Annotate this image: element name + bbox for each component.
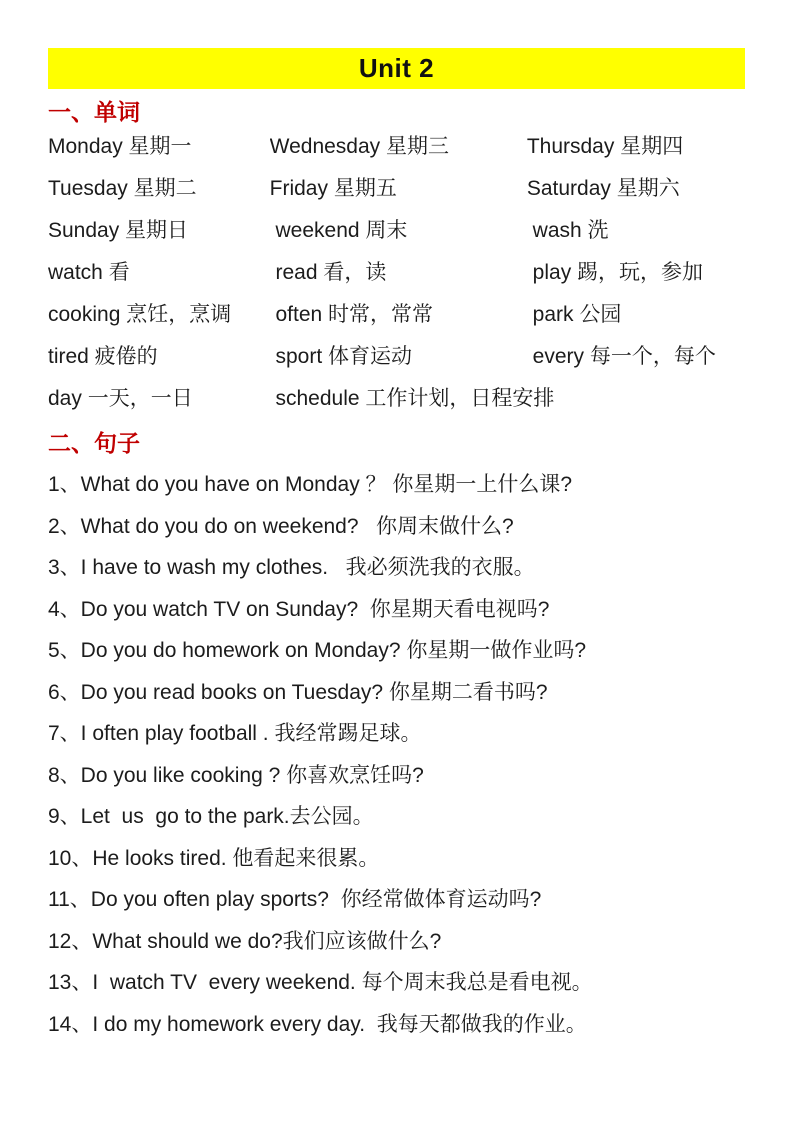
sentence-item: 4、Do you watch TV on Sunday? 你星期天看电视吗? xyxy=(48,597,550,621)
sentence-item: 13、I watch TV every weekend. 每个周末我总是看电视。 xyxy=(48,971,593,994)
vocab-item: cooking 烹饪，烹调 xyxy=(48,303,232,326)
vocab-item: tired 疲倦的 xyxy=(48,345,158,368)
sentences-section-heading: 二、句子 xyxy=(48,430,140,456)
sentence-item: 1、What do you have on Monday ？ 你星期一上什么课? xyxy=(48,473,573,496)
sentence-item: 9、Let us go to the park.去公园。 xyxy=(48,805,374,828)
vocab-item: often 时常，常常 xyxy=(269,303,434,326)
sentence-item: 10、He looks tired. 他看起来很累。 xyxy=(48,846,380,870)
vocab-item: watch 看 xyxy=(48,261,130,284)
sentence-item: 8、Do you like cooking ? 你喜欢烹饪吗? xyxy=(48,763,424,787)
unit-title: Unit 2 xyxy=(358,53,435,83)
sentence-item: 2、What do you do on weekend? 你周末做什么? xyxy=(48,514,514,538)
vocab-item: day 一天，一日 xyxy=(48,387,193,410)
sentence-item: 7、I often play football . 我经常踢足球。 xyxy=(48,722,422,745)
vocab-item: weekend 周末 xyxy=(269,219,408,242)
unit-title-banner xyxy=(48,48,745,89)
vocab-item: wash 洗 xyxy=(526,219,609,242)
vocab-item: Wednesday 星期三 xyxy=(269,135,449,158)
vocab-item: every 每一个，每个 xyxy=(526,345,716,368)
vocab-list xyxy=(48,126,745,420)
words-section-heading: 一、单词 xyxy=(48,99,140,125)
vocab-item: sport 体育运动 xyxy=(269,345,413,368)
vocab-item: Friday 星期五 xyxy=(269,177,397,200)
sentence-item: 14、I do my homework every day. 我每天都做我的作业。 xyxy=(48,1012,587,1036)
vocab-item: play 踢，玩，参加 xyxy=(526,261,704,284)
vocab-item: schedule 工作计划，日程安排 xyxy=(269,387,555,410)
vocab-item: Monday 星期一 xyxy=(48,135,192,158)
sentence-item: 3、I have to wash my clothes. 我必须洗我的衣服。 xyxy=(48,556,535,579)
sentence-item: 6、Do you read books on Tuesday? 你星期二看书吗? xyxy=(48,680,548,704)
vocab-item: Sunday 星期日 xyxy=(48,219,189,242)
vocab-item: Tuesday 星期二 xyxy=(48,177,197,200)
vocab-item: Thursday 星期四 xyxy=(526,135,684,158)
sentence-item: 5、Do you do homework on Monday? 你星期一做作业吗? xyxy=(48,639,587,662)
vocab-item: park 公园 xyxy=(526,303,622,326)
vocab-item: read 看，读 xyxy=(269,261,387,284)
sentence-item: 11、Do you often play sports? 你经常做体育运动吗? xyxy=(48,888,542,911)
sentence-item: 12、What should we do?我们应该做什么? xyxy=(48,929,442,953)
vocab-item: Saturday 星期六 xyxy=(526,177,680,200)
sentence-list xyxy=(48,464,745,1045)
